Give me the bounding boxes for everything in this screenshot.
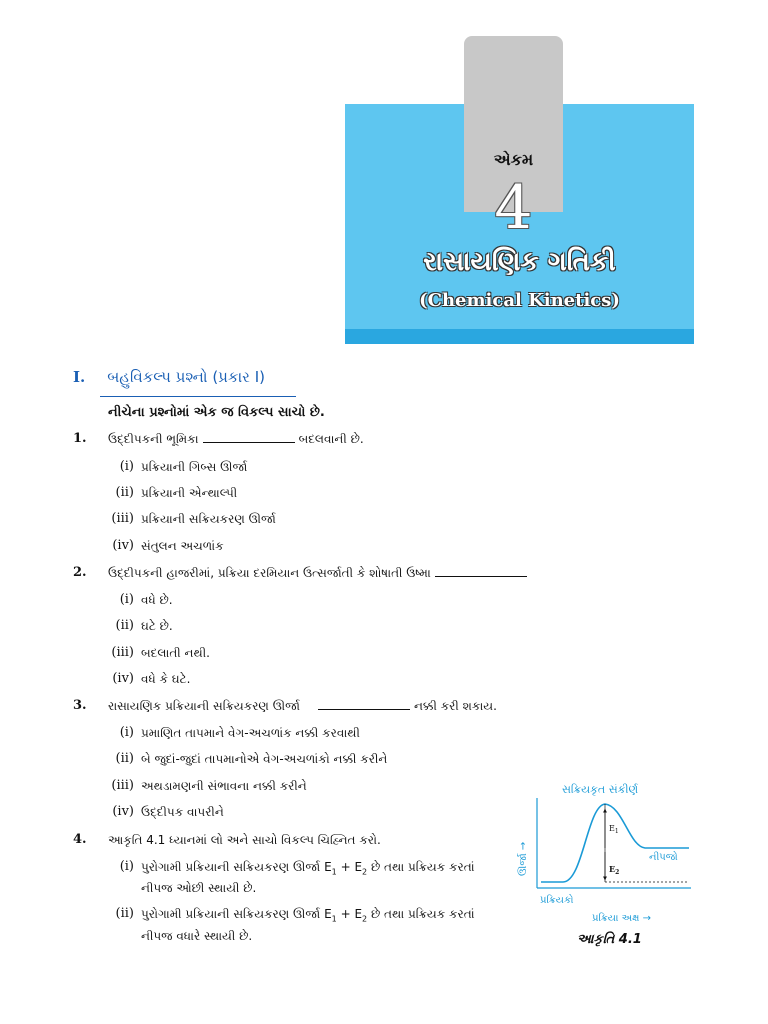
- question-text: આકૃતિ 4.1 ધ્યાનમાં લો અને સાચો વિકલ્પ ચિહ્નિત કરો.: [108, 833, 381, 847]
- option-mark: (i): [119, 859, 134, 874]
- option-text: ઘટે છે.: [141, 619, 173, 633]
- option-line-b: છે તથા પ્રક્રિયક કરતાં: [367, 907, 475, 921]
- unit-number: 4: [494, 173, 533, 243]
- option-text: વધે છે.: [141, 593, 173, 607]
- question-text-after: નક્કી કરી શકાય.: [413, 699, 497, 713]
- question-text-before: રાસાયણિક પ્રક્રિયાની સક્રિયકરણ ઊર્જા: [108, 699, 300, 713]
- option-mark: (i): [119, 725, 134, 740]
- option-text: પ્રક્રિયાની એન્થાલ્પી: [141, 486, 238, 500]
- section-number: I.: [73, 368, 86, 386]
- option-line-b: છે તથા પ્રક્રિયક કરતાં: [367, 860, 475, 874]
- option-mark: (ii): [115, 618, 134, 633]
- e1-subscript: 1: [614, 828, 619, 835]
- option-text: બદલાતી નથી.: [141, 646, 210, 660]
- e1-symbol: E: [609, 824, 615, 833]
- question-number: 2.: [73, 565, 87, 580]
- e2-symbol: E: [609, 864, 616, 874]
- option-text-line2: નીપજ વધારે સ્થાયી છે.: [141, 929, 253, 943]
- option-mark: (iv): [112, 671, 134, 686]
- reactants-label: પ્રક્રિયકો: [540, 895, 574, 906]
- option-line-a: પુરોગામી પ્રક્રિયાની સક્રિયકરણ ઊર્જા E: [141, 907, 332, 921]
- option-text: અથડામણની સંભાવના નક્કી કરીને: [141, 779, 307, 793]
- option-plus: + E: [336, 860, 363, 874]
- answer-blank: [435, 566, 527, 577]
- option-line-a: પુરોગામી પ્રક્રિયાની સક્રિયકરણ ઊર્જા E: [141, 860, 332, 874]
- option-mark: (iii): [111, 778, 134, 793]
- question-text-before: ઉદ્દીપકની હાજરીમાં, પ્રક્રિયા દરમિયાન ઉત્સર્જાતી કે શોષાતી ઉષ્મા: [108, 566, 431, 580]
- section-underline: [100, 396, 296, 397]
- option-mark: (ii): [115, 485, 134, 500]
- option-text: પ્રમાણિત તાપમાને વેગ-અચળાંક નક્કી કરવાથી: [141, 726, 360, 740]
- option-text: [141, 860, 475, 876]
- subscript: 2: [362, 914, 368, 924]
- chapter-subtitle: (Chemical Kinetics): [419, 290, 620, 311]
- activated-complex-label: સક્રિયકૃત સંકીર્ણ: [562, 783, 639, 796]
- option-text: બે જુદાં-જુદાં તાપમાનોએ વેગ-અચળાંકો નક્કી કરીને: [141, 752, 388, 766]
- answer-blank: [318, 699, 410, 710]
- question-number: 1.: [73, 431, 87, 446]
- unit-label: એકમ: [493, 150, 534, 169]
- option-mark: (i): [119, 592, 134, 607]
- question-text: [108, 699, 497, 714]
- figure-caption: આકૃતિ 4.1: [577, 932, 642, 947]
- y-axis-label: ઊર્જા →: [518, 841, 529, 876]
- e2-label: [609, 864, 619, 876]
- question-number: 3.: [73, 698, 87, 713]
- section-title: બહુવિકલ્પ પ્રશ્નો (પ્રકાર I): [107, 368, 265, 386]
- option-text: પ્રક્રિયાની ગિબ્સ ઊર્જા: [141, 460, 248, 474]
- option-mark: (ii): [115, 906, 134, 921]
- subscript: 2: [362, 867, 368, 877]
- section-heading: [73, 368, 265, 386]
- option-mark: (iii): [111, 645, 134, 660]
- chapter-title: રાસાયણિક ગતિકી: [423, 247, 616, 277]
- e1-label: [609, 824, 619, 835]
- option-text: વધે કે ઘટે.: [141, 672, 191, 686]
- instruction: નીચેના પ્રશ્નોમાં એક જ વિકલ્પ સાચો છે.: [108, 405, 325, 420]
- option-mark: (ii): [115, 751, 134, 766]
- question-text: [108, 432, 364, 447]
- option-mark: (i): [119, 459, 134, 474]
- option-text: ઉદ્દીપક વાપરીને: [141, 805, 224, 819]
- e2-subscript: 2: [615, 869, 620, 876]
- x-axis-label: પ્રક્રિયા અક્ષ →: [592, 913, 651, 924]
- energy-profile-diagram: [505, 776, 695, 956]
- answer-blank: [203, 432, 295, 443]
- option-text: [141, 907, 475, 923]
- products-label: નીપજો: [649, 852, 678, 863]
- option-mark: (iv): [112, 538, 134, 553]
- option-text: સંતુલન અચળાંક: [141, 539, 224, 553]
- option-mark: (iii): [111, 511, 134, 526]
- question-text-before: ઉદ્દીપકની ભૂમિકા: [108, 432, 199, 446]
- question-text-after: બદલવાની છે.: [298, 432, 364, 446]
- option-mark: (iv): [112, 804, 134, 819]
- header-band-strip: [345, 329, 694, 344]
- option-plus: + E: [336, 907, 363, 921]
- question-number: 4.: [73, 832, 87, 847]
- question-text: [108, 566, 531, 581]
- subscript: 1: [331, 914, 337, 924]
- option-text-line2: નીપજ ઓછી સ્થાયી છે.: [141, 881, 257, 895]
- option-text: પ્રક્રિયાની સક્રિયકરણ ઊર્જા: [141, 512, 276, 526]
- subscript: 1: [331, 867, 337, 877]
